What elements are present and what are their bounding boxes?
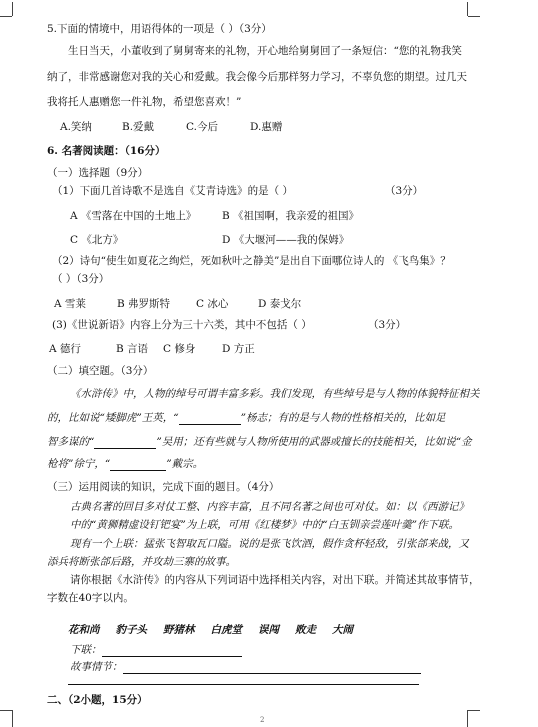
q5-option-a: A.笑纳 <box>60 121 92 133</box>
keyword-5: 误闯 <box>258 624 279 636</box>
q6-c1: （1）下面几首诗歌不是选自《艾青诗选》的是（ ） <box>52 185 294 197</box>
q6-c1-score: （3分） <box>385 185 424 197</box>
q6-apply-line-4: 添兵将断张郃后路，并攻劫三寨的故事。 <box>47 556 236 568</box>
q6-fill-line-2b: ”杨志；有的是与人物的性格相关的，比如足 <box>240 412 446 424</box>
keyword-3: 野猪林 <box>163 624 195 636</box>
keyword-7: 大闹 <box>332 624 353 636</box>
section-2-title: 二、（2小题，15分） <box>47 694 148 706</box>
keyword-1: 花和尚 <box>68 624 100 636</box>
q6-c2-option-a: A 雪莱 <box>54 298 86 310</box>
keyword-list <box>68 623 369 637</box>
q6-c3-score: （3分） <box>368 319 407 331</box>
q5-option-b: B.爱戴 <box>122 121 155 133</box>
plot-row <box>70 660 421 674</box>
plot-blank-line-2[interactable] <box>68 684 419 685</box>
q6-c2-line-2: （ ）（3分） <box>52 273 110 285</box>
q5-para-line-1: 生日当天，小董收到了舅舅寄来的礼物，开心地给舅舅回了一条短信：“您的礼物我笑 <box>68 45 462 57</box>
q6-c3-option-a: A 德行 <box>49 343 81 355</box>
q6-fill-line-3 <box>47 435 472 449</box>
q5-para-line-3: 我将托人惠赠您一件礼物，希望您喜欢！” <box>47 96 242 108</box>
q6-c3-option-d: D 方正 <box>222 343 255 355</box>
q6-apply-line-5: 请你根据《水浒传》的内容从下列词语中选择相关内容，对出下联。并简述其故事情节， <box>70 574 480 586</box>
lower-couplet-blank[interactable] <box>102 644 242 657</box>
crop-mark-top-right-h <box>468 16 480 17</box>
plot-blank[interactable] <box>123 661 421 674</box>
crop-mark-bottom-right <box>467 710 468 727</box>
fill-blank-1[interactable] <box>179 412 241 425</box>
q6-apply-line-6: 字数在40字以内。 <box>47 592 134 604</box>
q6-c3-option-c: C 修身 <box>163 343 196 355</box>
q6-fill-line-3b: ”吴用；还有些就与人物所使用的武器或擅长的技能相关，比如说“金 <box>156 436 472 448</box>
q6-c1-option-d: D 《大堰河——我的保姆》 <box>222 234 350 246</box>
crop-mark-top-right <box>467 2 468 16</box>
q6-c3: (3)《世说新语》内容上分为三十六类，其中不包括（ ） <box>52 319 312 331</box>
keyword-6: 败走 <box>295 624 316 636</box>
crop-mark-top-left <box>12 2 13 16</box>
q6-apply-header: （三）运用阅读的知识，完成下面的题目。（4分） <box>47 481 280 493</box>
q6-fill-line-3a: 智多谋的“ <box>47 436 95 448</box>
q6-fill-line-4 <box>47 457 203 471</box>
q6-fill-line-4a: 枪将”徐宁，“ <box>47 458 111 470</box>
plot-label: 故事情节： <box>70 661 123 673</box>
crop-mark-bottom-right-h <box>468 710 480 711</box>
q5-option-c: C.今后 <box>186 121 218 133</box>
fill-blank-2[interactable] <box>94 436 156 449</box>
crop-mark-bottom-left-h <box>0 710 12 711</box>
q6-fill-header: （二）填空题。（3分） <box>47 365 154 377</box>
crop-mark-top-left-h <box>0 16 12 17</box>
lower-couplet-row <box>70 643 242 657</box>
keyword-4: 白虎堂 <box>210 624 242 636</box>
q6-c2-option-d: D 泰戈尔 <box>258 298 302 310</box>
q6-c2-option-c: C 冰心 <box>196 298 229 310</box>
q6-c2-line-1: （2）诗句“使生如夏花之绚烂，死如秋叶之静美”是出自下面哪位诗人的 《飞鸟集》？ <box>52 255 451 267</box>
q5-option-d: D.惠赠 <box>250 121 283 133</box>
q6-c1-option-b: B 《祖国啊，我亲爱的祖国》 <box>222 210 360 222</box>
q6-fill-line-1: 《水浒传》中，人物的绰号可谓丰富多彩。我们发现，有些绰号是与人物的体貌特征相关 <box>70 388 480 400</box>
q6-choice-header: （一）选择题（9分） <box>47 167 149 179</box>
q6-apply-line-3: 现有一个上联：猛张飞智取瓦口隘。说的是张飞饮酒，假作贪杯轻敌，引张郃来战，又 <box>70 538 469 550</box>
fill-blank-3[interactable] <box>110 458 166 471</box>
q5-para-line-2: 纳了，非常感谢您对我的关心和爱戴。我会像今后那样努力学习，不辜负您的期望。过几天 <box>47 71 467 83</box>
q6-fill-line-2 <box>47 411 445 425</box>
lower-couplet-label: 下联： <box>70 644 102 656</box>
page-number: 2 <box>260 716 265 724</box>
q5-title: 5.下面的情境中，用语得体的一项是（ ）（3分） <box>47 23 272 35</box>
q6-c1-option-c: C 《北方》 <box>70 234 124 246</box>
q6-apply-line-2: 中的“黄狮精虚设钉钯宴”为上联，可用《红楼梦》中的“白玉钏亲尝莲叶羹”作下联。 <box>70 519 459 531</box>
q6-title: 6. 名著阅读题：（16分） <box>47 145 166 157</box>
crop-mark-bottom-left <box>12 710 13 727</box>
q6-apply-line-1: 古典名著的回目多对仗工整、内容丰富，且不同名著之间也可对仗。如：以《西游记》 <box>70 501 469 513</box>
q6-fill-line-2a: 的，比如说“矮脚虎”王英，“ <box>47 412 179 424</box>
q6-c1-option-a: A 《雪落在中国的土地上》 <box>70 210 197 222</box>
q6-fill-line-4b: ”戴宗。 <box>166 458 204 470</box>
q6-c2-option-b: B 弗罗斯特 <box>117 298 171 310</box>
q6-c3-option-b: B 言语 <box>116 343 149 355</box>
keyword-2: 豹子头 <box>115 624 147 636</box>
